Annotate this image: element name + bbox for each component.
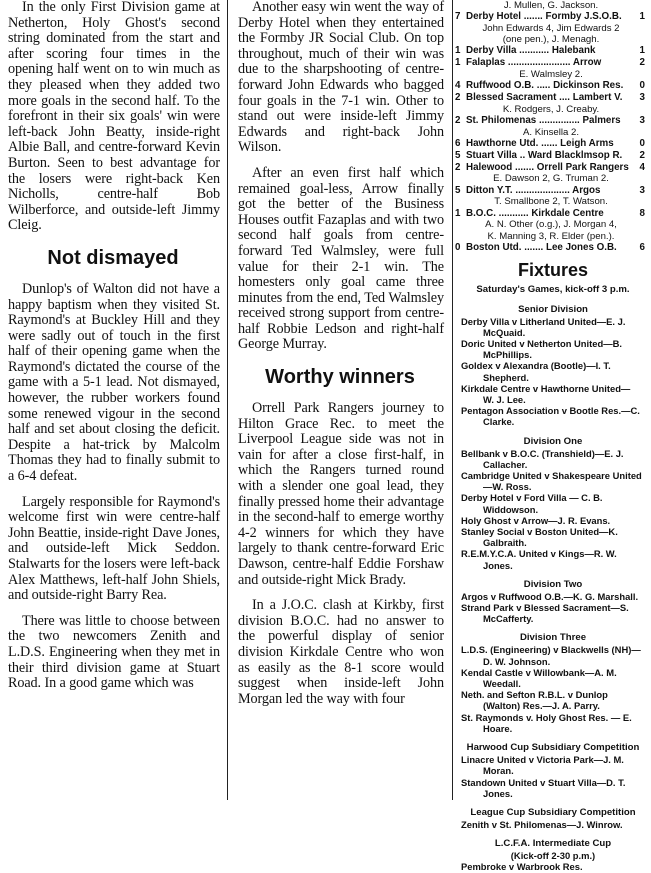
- fixture-item: [457, 689, 651, 711]
- article-paragraph: Dunlop's of Walton did not have a happy baptism when they visited St. Raymond's at Buckley Hill and they were sadly out of touch in the first half of their opening game when the Raymond's dictated the course of the game with a 5-1 lead. Not dismayed, however, the rubber workers found some renewed vigour in the second half and set about closing the deficit. Despite a hat-trick by Malcolm Thomas they had to finally submit to a 6-4 defeat.: [8, 280, 220, 485]
- away-score: 2: [639, 57, 645, 69]
- article-paragraph: Another easy win went the way of Derby Hotel when they entertained the Formby JR Social Club. On top throughout, much of their win was due to the sharpshooting of centre-forward John Edwards who bagged four goals in the 7-1 win. Other to stand out were inside-left Jimmy Edwards and right-back John Wilson.: [238, 0, 444, 156]
- home-score: 6: [455, 138, 461, 149]
- home-score: 5: [455, 184, 461, 196]
- headline-not-dismayed: Not dismayed: [47, 246, 179, 269]
- fixture-text: Kendal Castle v Willowbank—A. M.: [461, 666, 617, 678]
- scorers-line: E. Walmsley 2.: [519, 69, 583, 80]
- fixture-referee: Moran.: [483, 765, 514, 777]
- fixture-item: [457, 644, 651, 666]
- away-score: 3: [639, 92, 645, 103]
- fixture-text: Bellbank v B.O.C. (Transhield)—E. J.: [461, 447, 624, 459]
- fixture-text: Holy Ghost v Arrow—J. R. Evans.: [461, 514, 611, 526]
- result-teams: Stuart Villa .. Ward Blacklmsop R.: [466, 149, 623, 161]
- fixture-text: Doric United v Netherton United—B.: [461, 338, 622, 349]
- fixture-item: [457, 383, 651, 405]
- result-teams: Halewood ....... Orrell Park Rangers: [466, 161, 629, 173]
- away-score: 1: [639, 11, 645, 23]
- article-paragraph: In the only First Division game at Netherton, Holy Ghost's second string dominated from the start and after scoring four times in the opening half went on to win much as they pleased when they added two more goals in the second half. To the forefront in their six goals' win were left-back John Beatty, inside-right Albie Ball, and centre-forward Kevin Burton. Seen to best advantage for the losers were right-back Ken Nicholls, centre-half Bob Wilberforce, and outside-left Jimmy Cleig.: [8, 0, 220, 234]
- scorers-line: T. Smallbone 2, T. Watson.: [494, 196, 608, 208]
- fixture-referee: Shepherd.: [483, 371, 529, 383]
- fixture-text: Goldex v Alexandra (Bootle)—I. T.: [461, 360, 611, 372]
- article-paragraph: There was little to choose between the two newcomers Zenith and L.D.S. Engineering when they met in their third division game at Stuart Road. In a good game which was: [8, 612, 220, 692]
- fixture-referee: Weedall.: [483, 678, 521, 690]
- fixture-referee: McQuaid.: [483, 326, 526, 338]
- home-score: 7: [455, 11, 461, 23]
- fixture-text: Cambridge United v Shakespeare United: [461, 470, 642, 482]
- result-line: [455, 57, 647, 69]
- fixture-item: [457, 548, 651, 570]
- fixture-item: [457, 492, 651, 514]
- scorers-line: J. Mullen, G. Jackson.: [503, 0, 599, 11]
- result-line: [455, 45, 647, 57]
- result-line: [455, 242, 647, 254]
- scorers-line: A. Kinsella 2.: [523, 126, 579, 138]
- home-score: 5: [455, 149, 461, 161]
- fixture-section-heading: Division One: [523, 435, 583, 447]
- away-score: 3: [639, 115, 645, 126]
- fixture-referee: Clarke.: [483, 416, 515, 428]
- home-score: 1: [455, 57, 461, 69]
- away-score: 0: [639, 80, 645, 92]
- fixture-item: [457, 448, 651, 470]
- fixture-text: St. Raymonds v. Holy Ghost Res. — E.: [461, 711, 632, 723]
- fixture-text: R.E.M.Y.C.A. United v Kings—R. W.: [461, 548, 617, 560]
- fixture-text: Zenith v St. Philomenas—J. Winrow.: [461, 818, 623, 830]
- column-3-results-fixtures: [455, 0, 651, 873]
- fixture-section-heading: League Cup Subsidiary Competition: [470, 806, 636, 818]
- fixture-text: Kirkdale Centre v Hawthorne United—: [461, 382, 631, 394]
- article-paragraph: Orrell Park Rangers journey to Hilton Grace Rec. to meet the Liverpool League side was not in vain for after a close first-half, in which the Rangers turned round with a slender one goal lead, they finally pressed home their advantage in the second-half to emerge worthy 4-2 winners for which they have largely to thank centre-forward Eric Dawson, centre-half Eddie Forshaw and outside-right Mick Brady.: [238, 400, 444, 588]
- fixture-item: [457, 405, 651, 427]
- scorers-line: K. Manning 3, R. Elder (pen.).: [487, 230, 615, 242]
- column-rule: [227, 0, 228, 800]
- fixture-text: Derby Hotel v Ford Villa — C. B.: [461, 492, 603, 504]
- fixture-text: Neth. and Sefton R.B.L. v Dunlop: [461, 689, 608, 701]
- fixtures-subtitle: Saturday's Games, kick-off 3 p.m.: [476, 283, 630, 295]
- fixture-section-heading: L.C.F.A. Intermediate Cup: [494, 838, 612, 850]
- article-paragraph: In a J.O.C. clash at Kirkby, first division B.O.C. had no answer to the powerful display of senior division Kirkdale Centre who won as easily as the 8-1 score would suggest when inside-left John Morgan led the way with four: [238, 597, 444, 707]
- fixture-item: [457, 712, 651, 734]
- fixtures-list: [455, 304, 651, 831]
- fixture-item: Pembroke v Warbrook Res.: [461, 861, 583, 873]
- away-score: 1: [639, 45, 645, 57]
- fixture-text: Linacre United v Victoria Park—J. M.: [461, 754, 624, 766]
- fixture-item: [457, 777, 651, 799]
- result-line: [455, 80, 647, 92]
- fixture-section-heading: Harwood Cup Subsidiary Competition: [466, 742, 640, 754]
- scorers-line: K. Rodgers, J. Creaby.: [502, 103, 600, 115]
- fixture-item: [457, 819, 651, 830]
- result-teams: St. Philomenas ............... Palmers: [466, 115, 621, 126]
- result-line: [455, 185, 647, 197]
- result-teams: B.O.C. ........... Kirkdale Centre: [466, 207, 604, 219]
- fixture-item: [457, 754, 651, 776]
- fixture-referee: D. W. Johnson.: [483, 655, 551, 667]
- fixture-text: Derby Villa v Litherland United—E. J.: [461, 315, 626, 327]
- away-score: 3: [639, 184, 645, 196]
- result-teams: Falaplas ....................... Arrow: [466, 57, 602, 69]
- result-line: [455, 138, 647, 150]
- scorers-line: E. Dawson 2, G. Truman 2.: [493, 173, 609, 185]
- home-score: 2: [455, 115, 461, 126]
- article-body-bottom: [0, 282, 226, 692]
- article-body-bottom: [230, 401, 450, 707]
- result-teams: Derby Hotel ....... Formby J.S.O.B.: [466, 11, 622, 23]
- fixture-text: Stanley Social v Boston United—K.: [461, 526, 618, 538]
- result-line: [455, 115, 647, 127]
- home-score: 2: [455, 92, 461, 103]
- fixture-text: L.D.S. (Engineering) v Blackwells (NH)—: [461, 644, 641, 656]
- column-1: [0, 0, 226, 800]
- fixture-referee: Jones.: [483, 559, 513, 571]
- fixture-item: [457, 338, 651, 360]
- fixture-text: Pentagon Association v Bootle Res.—C.: [461, 405, 640, 417]
- result-teams: Blessed Sacrament .... Lambert V.: [466, 92, 623, 103]
- away-score: 0: [639, 138, 645, 149]
- fixture-item: [457, 360, 651, 382]
- fixture-section-heading: Senior Division: [518, 303, 588, 315]
- result-line: [455, 208, 647, 220]
- fixture-referee: McPhillips.: [483, 349, 532, 361]
- kickoff-note: (Kick-off 2-30 p.m.): [510, 850, 596, 862]
- fixture-referee: (Walton) Res.—J. A. Parry.: [483, 700, 600, 712]
- result-teams: Derby Villa ........... Halebank: [466, 45, 596, 57]
- column-rule: [452, 0, 453, 800]
- fixture-item: [457, 526, 651, 548]
- results-list: [455, 0, 651, 254]
- article-paragraph: After an even first half which remained goal-less, Arrow finally got the better of the Business Houses outfit Fazaplas and with two second half goals from centre-forward Ted Walmsley, were full value for their 2-1 win. The homesters only goal came three minutes from the end, Ted Walmsley received strong support from centre-half Robbie Ledson and right-half George Murray.: [238, 164, 444, 353]
- result-line: [455, 162, 647, 174]
- away-score: 6: [639, 241, 645, 253]
- scorers-line: John Edwards 4, Jim Edwards 2: [482, 23, 620, 34]
- scorers-line: (one pen.), J. Menagh.: [502, 34, 600, 46]
- article-body-top: [0, 0, 226, 234]
- home-score: 1: [455, 207, 461, 219]
- away-score: 2: [639, 149, 645, 161]
- headline-worthy-winners: Worthy winners: [265, 366, 415, 389]
- away-score: 4: [639, 161, 645, 173]
- fixture-section-heading: Division Two: [523, 578, 583, 590]
- fixture-referee: Jones.: [483, 787, 513, 799]
- home-score: 2: [455, 161, 461, 173]
- fixture-text: Standown United v Stuart Villa—D. T.: [461, 776, 626, 788]
- away-score: 8: [639, 207, 645, 219]
- home-score: 1: [455, 45, 461, 57]
- fixture-referee: W. J. Lee.: [483, 394, 526, 406]
- fixture-item: [457, 316, 651, 338]
- fixture-item: [457, 591, 651, 602]
- fixtures-title: Fixtures: [517, 259, 589, 280]
- fixture-referee: Galbraith.: [483, 537, 527, 549]
- fixture-item: [457, 602, 651, 624]
- fixture-text: Strand Park v Blessed Sacrament—S.: [461, 602, 629, 614]
- fixture-text: Argos v Ruffwood O.B.—K. G. Marshall.: [461, 590, 639, 602]
- fixture-referee: Callacher.: [483, 458, 528, 470]
- fixture-referee: Hoare.: [483, 722, 513, 734]
- article-body-top: [230, 0, 450, 353]
- fixture-referee: McCafferty.: [483, 613, 534, 625]
- result-line: [455, 92, 647, 104]
- result-line: [455, 11, 647, 23]
- result-teams: Hawthorne Utd. ...... Leigh Arms: [466, 138, 614, 149]
- home-score: 4: [455, 80, 461, 92]
- scorers-line: A. N. Other (o.g.), J. Morgan 4,: [485, 219, 617, 231]
- fixture-item: [457, 515, 651, 526]
- result-teams: Ruffwood O.B. ..... Dickinson Res.: [466, 80, 624, 92]
- home-score: 0: [455, 241, 461, 253]
- fixture-referee: Widdowson.: [483, 503, 539, 515]
- result-teams: Boston Utd. ....... Lee Jones O.B.: [466, 241, 617, 253]
- result-line: [455, 150, 647, 162]
- fixture-item: [457, 470, 651, 492]
- fixture-item: [457, 667, 651, 689]
- column-2: [230, 0, 450, 800]
- article-paragraph: Largely responsible for Raymond's welcome first win were centre-half John Beattie, inside-right Dave Jones, and outside-left Mick Seddon. Stalwarts for the losers were left-back Alex Matthews, left-half John Shiels, and outside-right Barry Rea.: [8, 493, 220, 604]
- fixture-section-heading: Division Three: [519, 632, 587, 644]
- fixture-referee: —W. Ross.: [483, 481, 532, 493]
- result-teams: Ditton Y.T. .................... Argos: [466, 184, 601, 196]
